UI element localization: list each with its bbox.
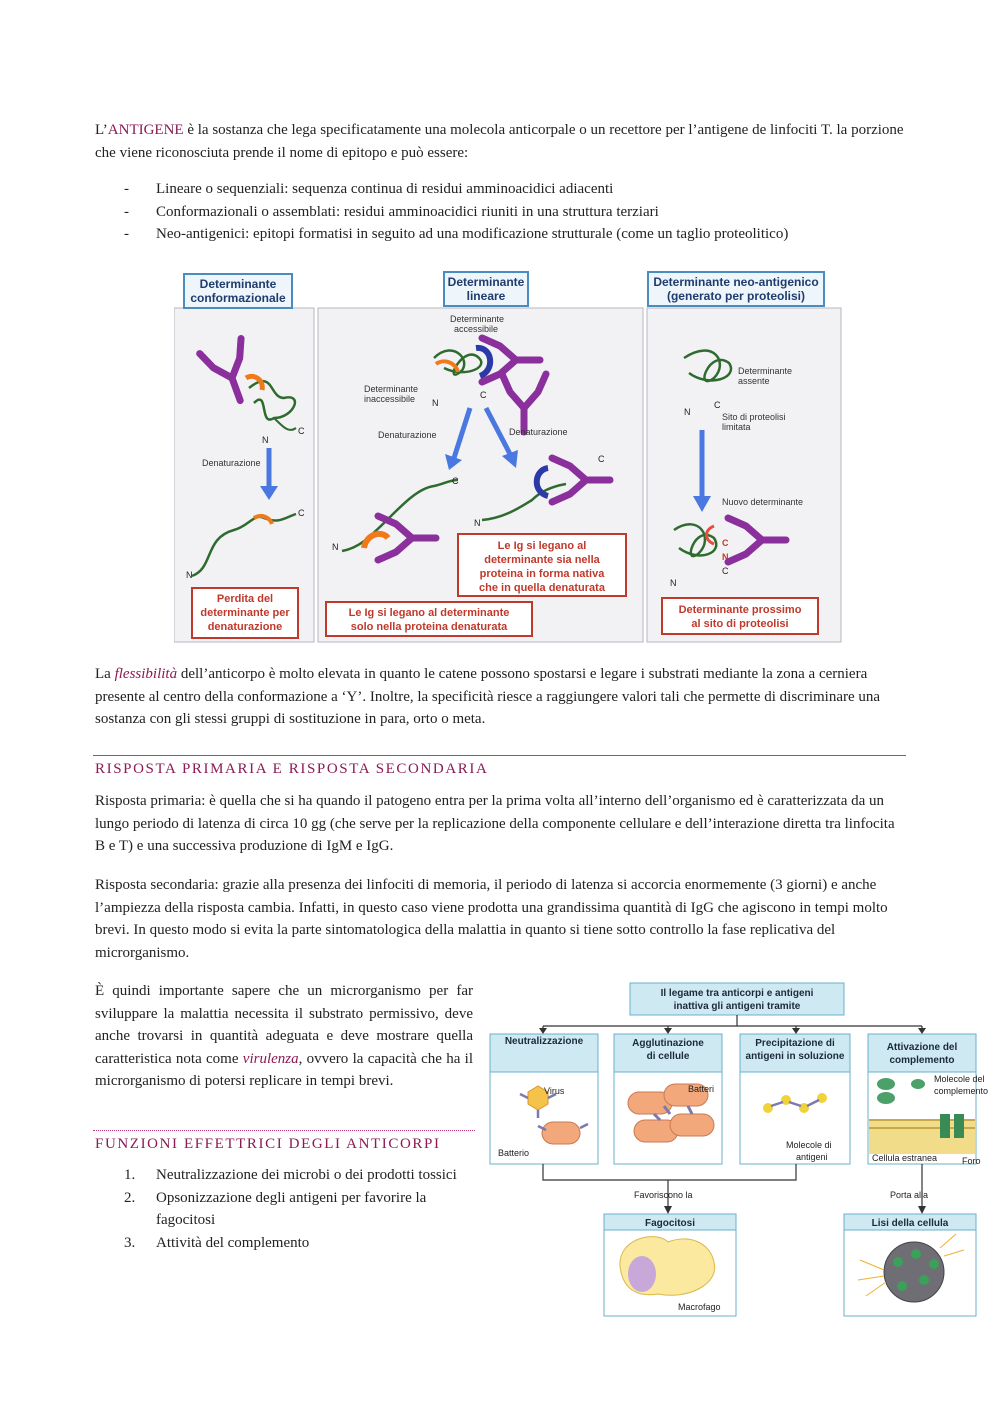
panel1-caption-line2: determinante per xyxy=(200,607,290,619)
panel2-right-caption-line3: proteina in forma nativa xyxy=(479,568,605,580)
n-terminus-label: N xyxy=(722,552,729,562)
flex-text: dell’anticorpo è molto elevata in quanto le catene possono spostarsi e legare i substrati mediante la zona a cerniera presente al centro della conformazione a ‘Y’. Inoltre, la specificità riesce a raggiungere valori tali che permette di discriminare una sostanza con gli stessi gruppi di sostituzione in para, orto o meta. xyxy=(95,666,881,727)
list-number: 3. xyxy=(124,1234,136,1251)
intro-paragraph xyxy=(95,119,905,164)
section-heading-funzioni: FUNZIONI EFFETTRICI DEGLI ANTICORPI xyxy=(95,1136,441,1152)
denat-left-label: Denaturazione xyxy=(378,430,437,440)
panel1-caption-line3: denaturazione xyxy=(207,621,283,633)
flex-prefix: La xyxy=(95,666,115,682)
virulence-paragraph xyxy=(95,980,473,1093)
panel3-caption-line2: al sito di proteolisi xyxy=(691,618,789,630)
precipitation-label-line1: Precipitazione di xyxy=(755,1038,835,1049)
primary-response-paragraph: Risposta primaria: è quella che si ha quando il patogeno entra per la prima volta all’interno dell’organismo ed è caratterizzata da un lungo periodo di latenza di circa 10 gg (che serve per la replicazione della componente cellulare e dell’interazione diretta tra linfocita B e T) e una successiva produzione di IgM e IgG. xyxy=(95,793,895,854)
n-terminus-label: N xyxy=(684,407,691,417)
list-text: Neutralizzazione dei microbi o dei prodotti tossici xyxy=(156,1167,457,1183)
list-text: Attività del complemento xyxy=(156,1234,310,1251)
c-terminus-label: C xyxy=(298,426,305,436)
n-terminus-label: N xyxy=(332,542,339,552)
complement-label-line1: Attivazione del xyxy=(886,1042,958,1053)
panel1-title-line1: Determinante xyxy=(199,277,277,291)
list-item: - Lineare o sequenziali: sequenza continua di residui amminoacidici adiacenti xyxy=(124,178,788,201)
proteolysis-site-label-line1: Sito di proteolisi xyxy=(722,412,786,422)
new-determinant-label: Nuovo determinante xyxy=(722,497,804,507)
panel2-right-caption-line2: determinante sia nella xyxy=(484,554,600,566)
panel2-title-line2: lineare xyxy=(466,289,506,303)
agglutination-label-line1: Agglutinazione xyxy=(632,1038,704,1049)
c-terminus-label: C xyxy=(452,476,459,486)
absent-label-line2: assente xyxy=(738,376,770,386)
list-item: - Conformazionali o assemblati: residui amminoacidici riuniti in una struttura terziari xyxy=(124,201,788,224)
list-item xyxy=(124,1164,474,1187)
bacterium-label: Batterio xyxy=(498,1148,530,1158)
list-item xyxy=(124,1232,474,1255)
c-terminus-label: C xyxy=(480,390,487,400)
foreign-cell-label: Cellula estranea xyxy=(872,1153,938,1163)
panel2-bottom-caption-line2: solo nella proteina denaturata xyxy=(350,621,508,633)
favor-label: Favoriscono la xyxy=(634,1190,693,1200)
agglutination-label-line2: di cellule xyxy=(646,1051,690,1062)
virulence-text: , ovvero la capacità che ha il microrganismo di potersi replicare in tempi brevi. xyxy=(95,1050,473,1089)
panel3-caption-line1: Determinante prossimo xyxy=(678,604,802,616)
virulenza-term: virulenza xyxy=(242,1050,299,1067)
precipitation-label-line2: antigeni in soluzione xyxy=(745,1051,845,1062)
flexibility-paragraph xyxy=(95,663,905,731)
panel3-title-line1: Determinante neo-antigenico xyxy=(653,275,819,289)
n-terminus-label: N xyxy=(474,518,481,528)
accessible-label-line1: Determinante xyxy=(450,314,505,324)
n-terminus-label: N xyxy=(186,570,193,580)
accessible-label-line2: accessibile xyxy=(454,324,499,334)
section-rule xyxy=(93,1130,475,1131)
virulence-prefix: È quindi importante sapere che un microrganismo per far sviluppare la malattia necessita il substrato permissivo, deve anche trovarsi in quantità adeguata e deve mostrare quella caratteristica nota come xyxy=(95,983,473,1067)
c-terminus-label: C xyxy=(298,508,305,518)
complement-molecules-label-line1: Molecole del xyxy=(934,1074,985,1084)
phagocytosis-label: Fagocitosi xyxy=(644,1218,696,1229)
secondary-response-paragraph: Risposta secondaria: grazie alla presenza dei linfociti di memoria, il periodo di latenza si accorcia enormemente (3 giorni) e anche l’ampiezza della risposta cambia. Infatti, in questo caso viene prodotta una grandissima quantità di IgG che agiscono in tempi molto brevi. In questo modo si evita la parte sintomatologica della malattia in quanto si tiene sotto controllo la fase replicativa del microrganismo. xyxy=(95,877,888,961)
c-terminus-label: C xyxy=(714,400,721,410)
list-number: 1. xyxy=(124,1167,136,1183)
n-terminus-label: N xyxy=(670,578,677,588)
virus-label: Virus xyxy=(544,1086,565,1096)
epitope-figure xyxy=(174,268,842,644)
list-item xyxy=(124,1187,474,1232)
lysis-label: Lisi della cellula xyxy=(871,1218,949,1229)
list-number: 2. xyxy=(124,1189,136,1206)
panel2-right-caption-line1: Le Ig si legano al xyxy=(497,540,587,552)
intro-prefix: L’ xyxy=(95,122,108,138)
panel2-bottom-caption-line1: Le Ig si legano al determinante xyxy=(348,607,510,619)
panel2-title-line1: Determinante xyxy=(447,275,525,289)
list-item: - Neo-antigenici: epitopi formatisi in seguito ad una modificazione strutturale (come un taglio proteolitico) xyxy=(124,223,788,246)
bacterium-icon xyxy=(542,1122,580,1144)
panel3-title-line2: (generato per proteolisi) xyxy=(666,289,806,303)
panel2-right-caption-line4: che in quella denaturata xyxy=(479,582,605,594)
pore-icon xyxy=(940,1114,950,1138)
denat-label: Denaturazione xyxy=(202,458,261,468)
pore-label: Foro xyxy=(962,1156,981,1166)
molecules-label-line2: antigeni xyxy=(796,1152,828,1162)
leads-to-label: Porta alla xyxy=(890,1190,929,1200)
inaccessible-label-line1: Determinante xyxy=(364,384,419,394)
absent-label-line1: Determinante xyxy=(738,366,793,376)
complement-molecules-label-line2: complemento xyxy=(934,1086,989,1096)
panel1-caption-line1: Perdita del xyxy=(216,593,274,605)
figure2-top-line2: inattiva gli antigeni tramite xyxy=(673,1001,801,1012)
section-heading-risposta: RISPOSTA PRIMARIA E RISPOSTA SECONDARIA xyxy=(95,761,489,777)
c-terminus-label: C xyxy=(722,538,729,548)
macrophage-label: Macrofago xyxy=(678,1302,721,1312)
list-text: Opsonizzazione degli antigeni per favorire la fagocitosi xyxy=(156,1189,427,1228)
panel1-title-line2: conformazionale xyxy=(190,291,286,305)
proteolysis-site-label-line2: limitata xyxy=(722,422,751,432)
bacteria-label: Batteri xyxy=(688,1084,715,1094)
intro-text: è la sostanza che lega specificatamente una molecola anticorpale o un recettore per l’antigene de linfociti T. la porzione che viene riconosciuta prende il nome di epitopo e può essere: xyxy=(95,122,904,161)
neutralization-label: Neutralizzazione xyxy=(504,1036,584,1047)
section-rule xyxy=(93,755,906,756)
c-terminus-label: C xyxy=(722,566,729,576)
c-terminus-label: C xyxy=(598,454,605,464)
effector-functions-list xyxy=(124,1164,474,1254)
complement-label-line2: complemento xyxy=(889,1055,955,1066)
effector-figure xyxy=(488,980,998,1318)
flessibilita-term: flessibilità xyxy=(114,666,178,682)
n-terminus-label: N xyxy=(432,398,439,408)
n-terminus-label: N xyxy=(262,435,269,445)
antigene-term: ANTIGENE xyxy=(107,122,184,138)
epitope-list xyxy=(124,178,788,246)
inaccessible-label-line2: inaccessibile xyxy=(364,394,416,404)
figure2-top-line1: Il legame tra anticorpi e antigeni xyxy=(660,988,814,999)
molecules-label-line1: Molecole di xyxy=(786,1140,832,1150)
denat-right-label: Denaturazione xyxy=(509,427,568,437)
